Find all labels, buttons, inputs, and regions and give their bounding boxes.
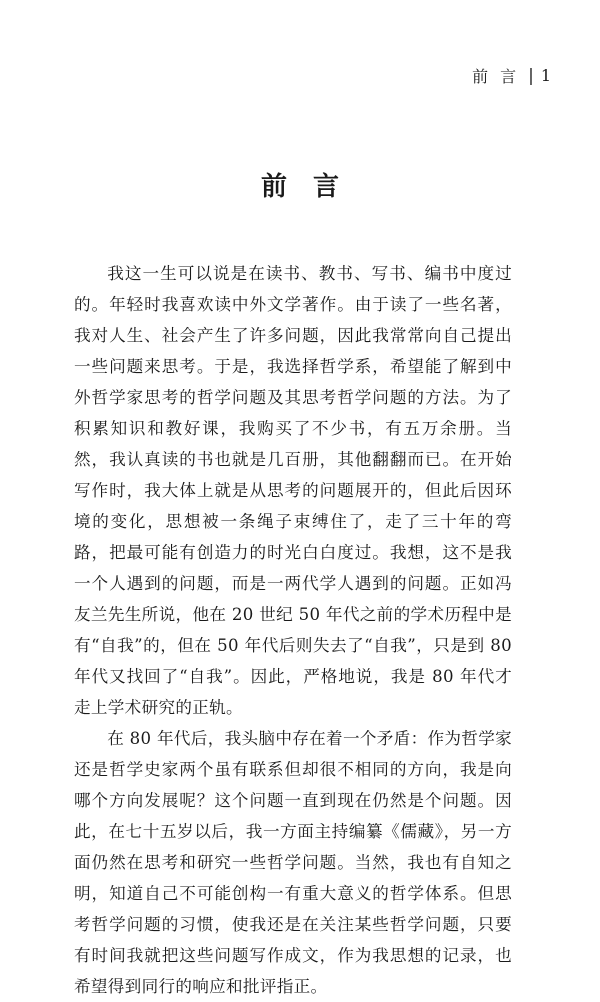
running-header-separator: | bbox=[528, 65, 535, 86]
page-number: 1 bbox=[540, 66, 552, 85]
running-header bbox=[472, 64, 552, 87]
paragraph: 我这一生可以说是在读书、教书、写书、编书中度过的。年轻时我喜欢读中外文学著作。由于读了一些名著，我对人生、社会产生了许多问题，因此我常常向自己提出一些问题来思考。于是，我选择哲学系，希望能了解到中外哲学家思考的哲学问题及其思考哲学问题的方法。为了积累知识和教好课，我购买了不少书，有五万余册。当然，我认真读的书也就是几百册，其他翻翻而已。在开始写作时，我大体上就是从思考的问题展开的，但此后因环境的变化，思想被一条绳子束缚住了，走了三十年的弯路，把最可能有创造力的时光白白度过。我想，这不是我一个人遇到的问题，而是一两代学人遇到的问题。正如冯友兰先生所说，他在 20 世纪 50 年代之前的学术历程中是有“自我”的，但在 50 年代后则失去了“自我”，只是到 80 年代又找回了“自我”。因此，严格地说，我是 80 年代才走上学术研究的正轨。 bbox=[74, 264, 512, 717]
paragraph: 在 80 年代后，我头脑中存在着一个矛盾：作为哲学家还是哲学史家两个虽有联系但却很不相同的方向，我是向哪个方向发展呢？这个问题一直到现在仍然是个问题。因此，在七十五岁以后，我一方面主持编纂《儒藏》，另一方面仍然在思考和研究一些哲学问题。当然，我也有自知之明，知道自己不可能创构一有重大意义的哲学体系。但思考哲学问题的习惯，使我还是在关注某些哲学问题，只要有时间我就把这些问题写作成文，作为我思想的记录，也希望得到同行的响应和批评指正。 bbox=[74, 729, 512, 996]
body-text bbox=[74, 258, 512, 1002]
chapter-title: 前言 bbox=[260, 172, 365, 202]
running-header-title: 前言 bbox=[472, 67, 529, 86]
